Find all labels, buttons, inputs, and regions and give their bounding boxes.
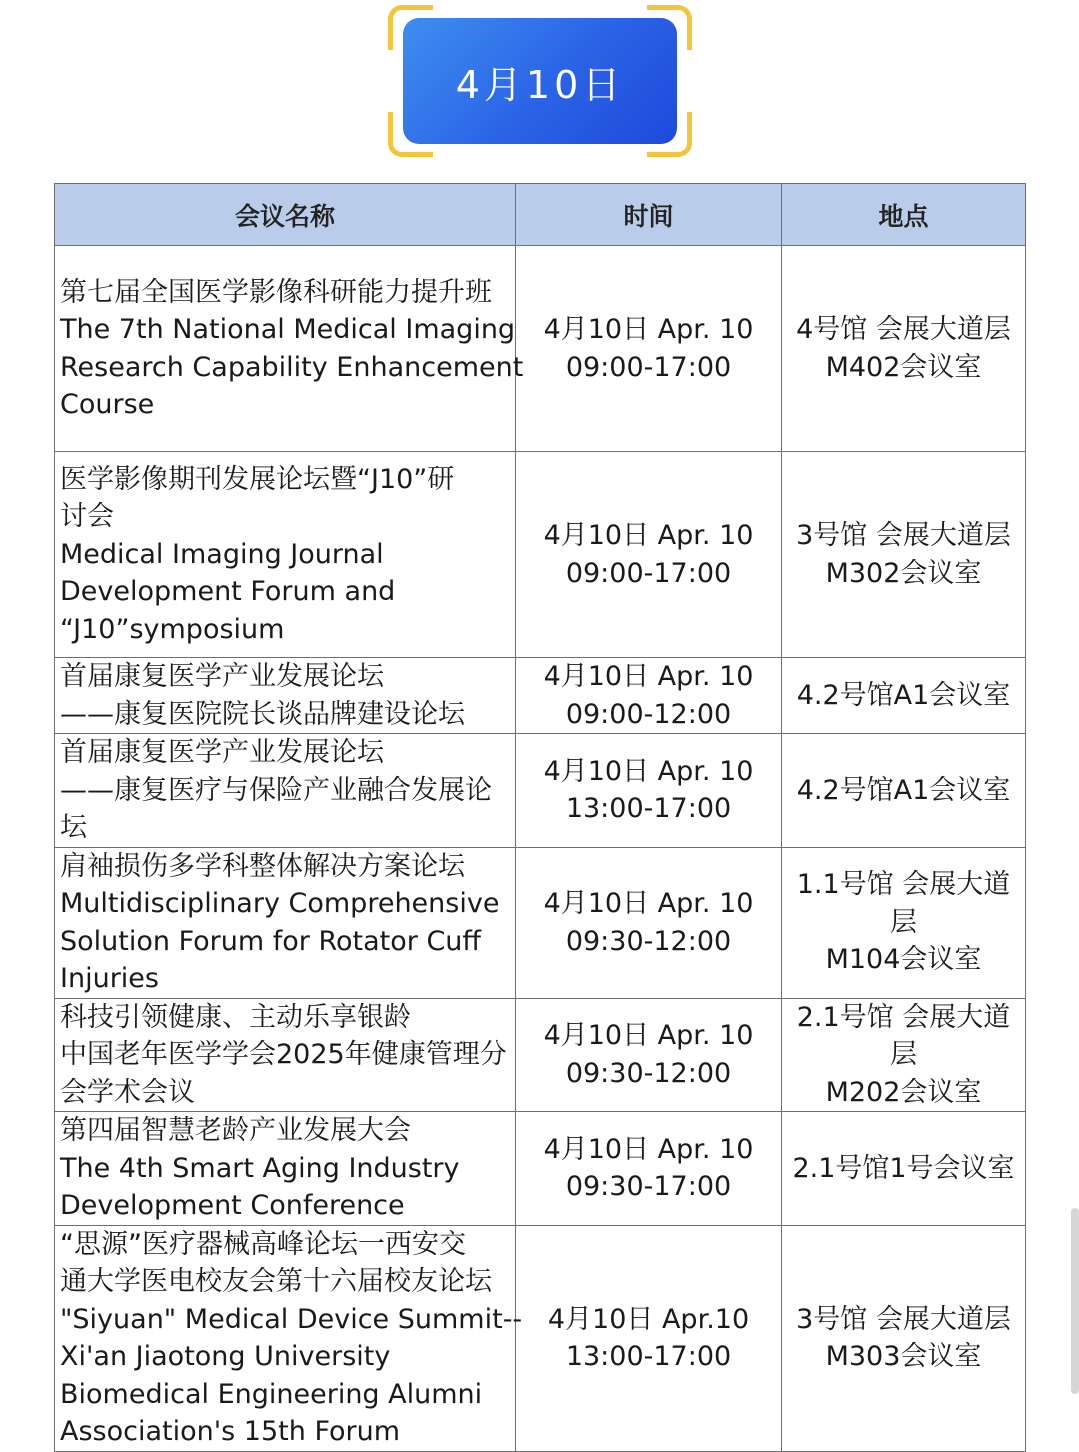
time-cell bbox=[516, 1225, 782, 1451]
meeting-name-line: 科技引领健康、主动乐享银龄 bbox=[60, 1001, 411, 1033]
venue-line: M202会议室 bbox=[825, 1076, 982, 1108]
scrollbar-thumb[interactable] bbox=[1071, 1208, 1079, 1394]
venue-cell bbox=[782, 1225, 1026, 1451]
table-row bbox=[55, 1225, 1026, 1451]
meeting-name-line: Medical Imaging Journal bbox=[60, 538, 384, 570]
column-header-venue: 地点 bbox=[782, 184, 1026, 246]
table-row bbox=[55, 734, 1026, 848]
time-cell bbox=[516, 246, 782, 452]
venue-cell bbox=[782, 452, 1026, 658]
time-date: 4月10日 Apr. 10 bbox=[543, 1020, 754, 1052]
time-cell bbox=[516, 998, 782, 1112]
meeting-name-line: ——康复医院院长谈品牌建设论坛 bbox=[60, 698, 465, 730]
time-date: 4月10日 Apr. 10 bbox=[543, 661, 754, 692]
meeting-name-line: Development Forum and bbox=[60, 576, 396, 608]
venue-line: 4号馆 会展大道层 bbox=[796, 314, 1011, 345]
venue-line: M302会议室 bbox=[825, 557, 982, 589]
meeting-name-cell bbox=[55, 998, 516, 1112]
time-date: 4月10日 Apr. 10 bbox=[543, 520, 754, 551]
time-cell bbox=[516, 452, 782, 658]
meeting-name-line: Xi'an Jiaotong University bbox=[60, 1341, 391, 1372]
time-cell bbox=[516, 847, 782, 998]
schedule-table bbox=[54, 183, 1026, 1452]
meeting-name-line: Development Conference bbox=[60, 1190, 405, 1221]
time-cell bbox=[516, 658, 782, 734]
table-header-row bbox=[55, 184, 1026, 246]
time-date: 4月10日 Apr. 10 bbox=[543, 1133, 754, 1165]
meeting-name-line: Association's 15th Forum bbox=[60, 1416, 401, 1447]
table-row bbox=[55, 452, 1026, 658]
time-cell bbox=[516, 734, 782, 848]
venue-line: 2.1号馆 会展大道 bbox=[796, 1001, 1011, 1033]
meeting-name-line: The 4th Smart Aging Industry bbox=[60, 1152, 460, 1184]
venue-line: M402会议室 bbox=[825, 351, 982, 383]
meeting-name-cell bbox=[55, 847, 516, 998]
date-badge: 4月10日 bbox=[403, 18, 677, 144]
venue-cell bbox=[782, 734, 1026, 848]
table-row bbox=[55, 246, 1026, 452]
meeting-name-line: 首届康复医学产业发展论坛 bbox=[60, 737, 384, 768]
table-row bbox=[55, 658, 1026, 734]
meeting-name-line: Biomedical Engineering Alumni bbox=[60, 1378, 483, 1410]
table-row bbox=[55, 847, 1026, 998]
date-header bbox=[388, 5, 692, 157]
venue-line: 层 bbox=[890, 1039, 917, 1070]
time-range: 13:00-17:00 bbox=[565, 1341, 732, 1372]
meeting-name-cell bbox=[55, 1225, 523, 1451]
table-row bbox=[55, 1112, 1026, 1226]
meeting-name-cell bbox=[55, 246, 524, 452]
meeting-name-line: The 7th National Medical Imaging bbox=[60, 314, 516, 345]
meeting-name-line: 医学影像期刊发展论坛暨“J10”研 bbox=[60, 463, 455, 495]
time-range: 09:00-17:00 bbox=[565, 351, 732, 383]
meeting-name-line: Solution Forum for Rotator Cuff bbox=[60, 925, 482, 957]
venue-line: 4.2号馆A1会议室 bbox=[796, 679, 1011, 711]
meeting-name-line: Injuries bbox=[60, 963, 159, 994]
meeting-name-line: 会学术会议 bbox=[60, 1076, 195, 1108]
time-range: 09:30-12:00 bbox=[565, 1057, 732, 1089]
meeting-name-line: "Siyuan" Medical Device Summit-- bbox=[60, 1303, 523, 1335]
venue-cell bbox=[782, 246, 1026, 452]
meeting-name-line: 第四届智慧老龄产业发展大会 bbox=[60, 1115, 411, 1146]
venue-line: 3号馆 会展大道层 bbox=[796, 520, 1011, 551]
venue-line: M104会议室 bbox=[825, 944, 982, 976]
meeting-name-line: 中国老年医学学会2025年健康管理分 bbox=[60, 1039, 507, 1070]
meeting-name-line: “J10”symposium bbox=[60, 613, 285, 645]
venue-line: 1.1号馆 会展大道 bbox=[796, 869, 1011, 901]
time-cell bbox=[516, 1112, 782, 1226]
time-date: 4月10日 Apr.10 bbox=[547, 1303, 750, 1335]
meeting-name-line: 首届康复医学产业发展论坛 bbox=[60, 661, 384, 692]
venue-line: M303会议室 bbox=[825, 1341, 982, 1372]
venue-cell bbox=[782, 658, 1026, 734]
time-range: 09:30-12:00 bbox=[565, 925, 732, 957]
meeting-name-cell bbox=[55, 452, 516, 658]
venue-line: 2.1号馆1号会议室 bbox=[792, 1152, 1015, 1184]
time-range: 13:00-17:00 bbox=[565, 793, 732, 825]
time-date: 4月10日 Apr. 10 bbox=[543, 314, 754, 345]
meeting-name-line: Research Capability Enhancement bbox=[60, 351, 524, 383]
meeting-name-line: 讨会 bbox=[60, 501, 114, 533]
meeting-name-line: “思源”医疗器械高峰论坛一西安交 bbox=[60, 1228, 466, 1260]
meeting-name-line: ——康复医疗与保险产业融合发展论 bbox=[60, 774, 492, 806]
column-header-time: 时间 bbox=[516, 184, 782, 246]
meeting-name-cell bbox=[55, 734, 516, 848]
meeting-name-line: 通大学医电校友会第十六届校友论坛 bbox=[60, 1266, 492, 1297]
venue-cell bbox=[782, 998, 1026, 1112]
meeting-name-line: Multidisciplinary Comprehensive bbox=[60, 888, 500, 919]
time-range: 09:00-12:00 bbox=[565, 698, 732, 730]
meeting-name-line: 第七届全国医学影像科研能力提升班 bbox=[60, 276, 492, 308]
meeting-name-line: 肩袖损伤多学科整体解决方案论坛 bbox=[60, 850, 465, 882]
venue-cell bbox=[782, 847, 1026, 998]
meeting-name-line: Course bbox=[60, 389, 155, 420]
venue-line: 层 bbox=[890, 906, 917, 938]
venue-cell bbox=[782, 1112, 1026, 1226]
meeting-name-cell bbox=[55, 658, 516, 734]
venue-line: 4.2号馆A1会议室 bbox=[796, 774, 1011, 806]
table-row bbox=[55, 998, 1026, 1112]
time-date: 4月10日 Apr. 10 bbox=[543, 755, 754, 787]
time-date: 4月10日 Apr. 10 bbox=[543, 888, 754, 919]
time-range: 09:00-17:00 bbox=[565, 557, 732, 589]
venue-line: 3号馆 会展大道层 bbox=[796, 1303, 1011, 1335]
meeting-name-line: 坛 bbox=[60, 812, 87, 843]
meeting-name-cell bbox=[55, 1112, 516, 1226]
column-header-name: 会议名称 bbox=[55, 184, 516, 246]
time-range: 09:30-17:00 bbox=[565, 1171, 732, 1203]
